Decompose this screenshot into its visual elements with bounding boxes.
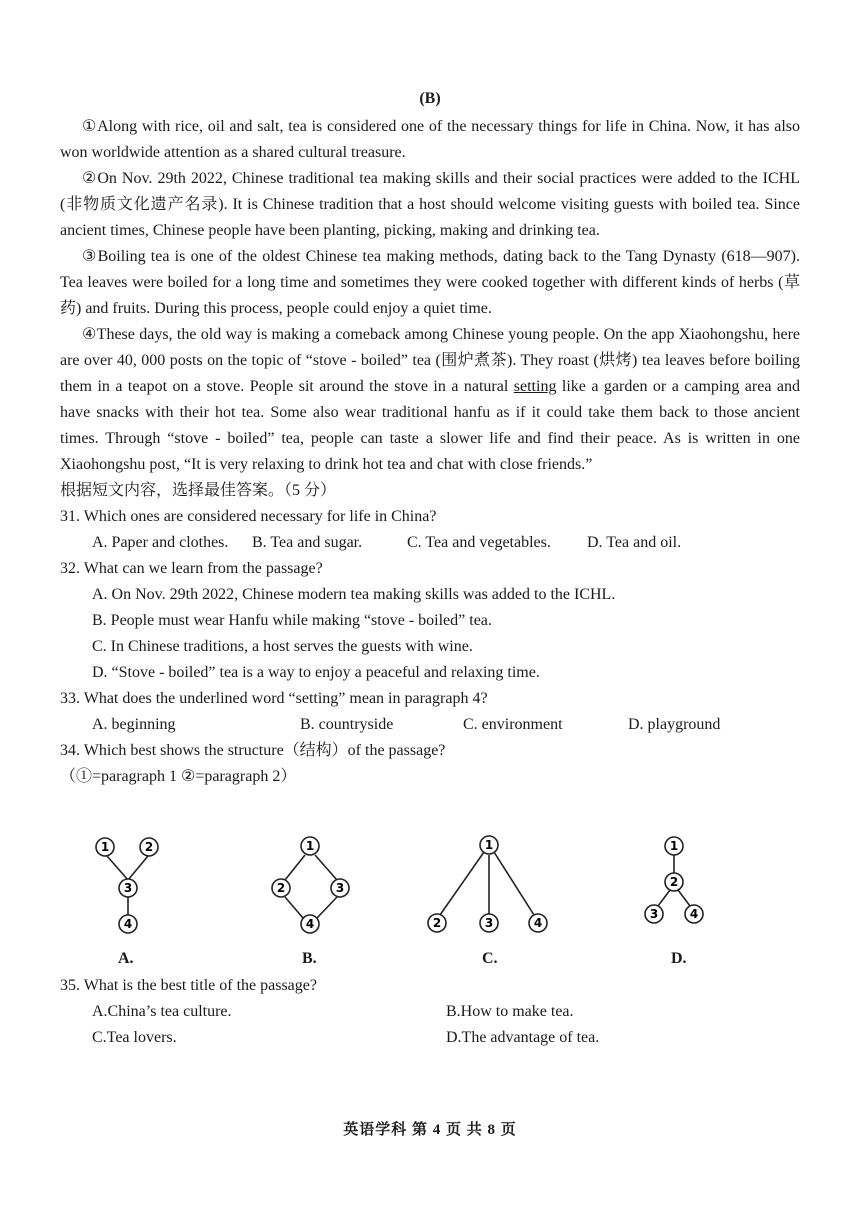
diagram-label-b[interactable]: B. — [302, 950, 317, 967]
question-31-stem: 31. Which ones are considered necessary for life in China? — [60, 508, 437, 525]
question-34-stem: 34. Which best shows the structure（结构）of the passage? — [60, 742, 446, 759]
svg-text:3: 3 — [335, 881, 345, 895]
svg-text:3: 3 — [484, 916, 494, 930]
svg-text:1: 1 — [100, 840, 110, 854]
structure-diagrams — [60, 830, 800, 980]
svg-text:1: 1 — [484, 838, 494, 852]
svg-text:1: 1 — [669, 839, 679, 853]
reading-passage — [60, 114, 800, 790]
option-d[interactable]: D. playground — [628, 716, 721, 733]
option-c[interactable]: C.Tea lovers. — [92, 1029, 177, 1046]
diagram-b[interactable] — [265, 830, 355, 940]
paragraph-4-part-1: ④These days, the old way is making a comeback among Chinese young people. On the app Xiaohongshu, here are over 40, 000 posts on the topic of “stove - boiled” tea (围炉煮茶). They roast (烘烤) tea leaves before boiling them in a teapot on a stove. People sit around the stove in a natural — [60, 326, 800, 395]
option-d[interactable]: D. Tea and oil. — [587, 534, 682, 551]
diagram-c[interactable] — [422, 830, 552, 940]
question-35-stem: 35. What is the best title of the passage? — [60, 977, 317, 994]
option-b[interactable]: B.How to make tea. — [446, 1003, 574, 1020]
option-a[interactable]: A.China’s tea culture. — [92, 1003, 232, 1020]
question-35-row-2 — [60, 1025, 800, 1051]
question-31-options — [60, 530, 800, 556]
option-c[interactable]: C. environment — [463, 716, 563, 733]
paragraph-4-part-2: like a garden or a camping area and have snacks with their hot tea. Some also wear traditional hanfu as if it could take them back to those ancient times. Through “stove - boiled” tea, people can taste a slower life and find their peace. As is written in one Xiaohongshu post, “It is very relaxing to drink hot tea and chat with close friends.” — [60, 378, 801, 473]
option-d[interactable]: D. “Stove - boiled” tea is a way to enjoy a peaceful and relaxing time. — [92, 664, 540, 681]
svg-text:2: 2 — [669, 875, 679, 889]
question-33-stem: 33. What does the underlined word “setting” mean in paragraph 4? — [60, 690, 488, 707]
svg-text:1: 1 — [305, 839, 315, 853]
option-a[interactable]: A. On Nov. 29th 2022, Chinese modern tea making skills was added to the ICHL. — [92, 586, 616, 603]
diagram-label-c[interactable]: C. — [482, 950, 498, 967]
option-b[interactable]: B. countryside — [300, 716, 394, 733]
svg-text:4: 4 — [533, 916, 543, 930]
question-35 — [60, 973, 800, 1051]
option-b[interactable]: B. Tea and sugar. — [252, 534, 363, 551]
option-b[interactable]: B. People must wear Hanfu while making “stove - boiled” tea. — [92, 612, 492, 629]
svg-text:4: 4 — [689, 907, 699, 921]
page-footer: 英语学科 第 4 页 共 8 页 — [343, 1122, 517, 1138]
option-a[interactable]: A. beginning — [92, 716, 176, 733]
paragraph-4 — [60, 322, 800, 478]
option-d[interactable]: D.The advantage of tea. — [446, 1029, 600, 1046]
svg-text:2: 2 — [432, 916, 442, 930]
section-title: (B) — [419, 90, 441, 107]
svg-text:2: 2 — [144, 840, 154, 854]
diagram-d[interactable] — [638, 830, 708, 940]
svg-text:3: 3 — [123, 881, 133, 895]
svg-text:2: 2 — [276, 881, 286, 895]
diagram-label-a[interactable]: A. — [118, 950, 134, 967]
paragraph-2: ②On Nov. 29th 2022, Chinese traditional tea making skills and their social practices were added to the ICHL (非物质文化遗产名录). It is Chinese tradition that a host should welcome visiting guests with boiled tea. Since ancient times, Chinese people have been planting, picking, making and drinking tea. — [60, 170, 800, 239]
diagram-a[interactable] — [90, 830, 170, 940]
svg-text:3: 3 — [649, 907, 659, 921]
option-c[interactable]: C. Tea and vegetables. — [407, 534, 551, 551]
question-33-options — [60, 712, 800, 738]
instruction: 根据短文内容，选择最佳答案。（5 分） — [60, 482, 337, 499]
svg-text:4: 4 — [305, 917, 315, 931]
question-34-note: （①=paragraph 1 ②=paragraph 2） — [60, 768, 297, 785]
option-a[interactable]: A. Paper and clothes. — [92, 534, 229, 551]
option-c[interactable]: C. In Chinese traditions, a host serves the guests with wine. — [92, 638, 473, 655]
paragraph-3: ③Boiling tea is one of the oldest Chinese tea making methods, dating back to the Tang Dynasty (618—907). Tea leaves were boiled for a long time and sometimes they were cooked together with different kinds of herbs (草药) and fruits. During this process, people could enjoy a quiet time. — [60, 248, 800, 317]
underlined-word: setting — [513, 378, 557, 395]
question-32-stem: 32. What can we learn from the passage? — [60, 560, 323, 577]
paragraph-1: ①Along with rice, oil and salt, tea is considered one of the necessary things for life in China. Now, it has also won worldwide attention as a shared cultural treasure. — [60, 118, 800, 161]
diagram-label-d[interactable]: D. — [671, 950, 687, 967]
question-35-row-1 — [60, 999, 800, 1025]
svg-text:4: 4 — [123, 917, 133, 931]
